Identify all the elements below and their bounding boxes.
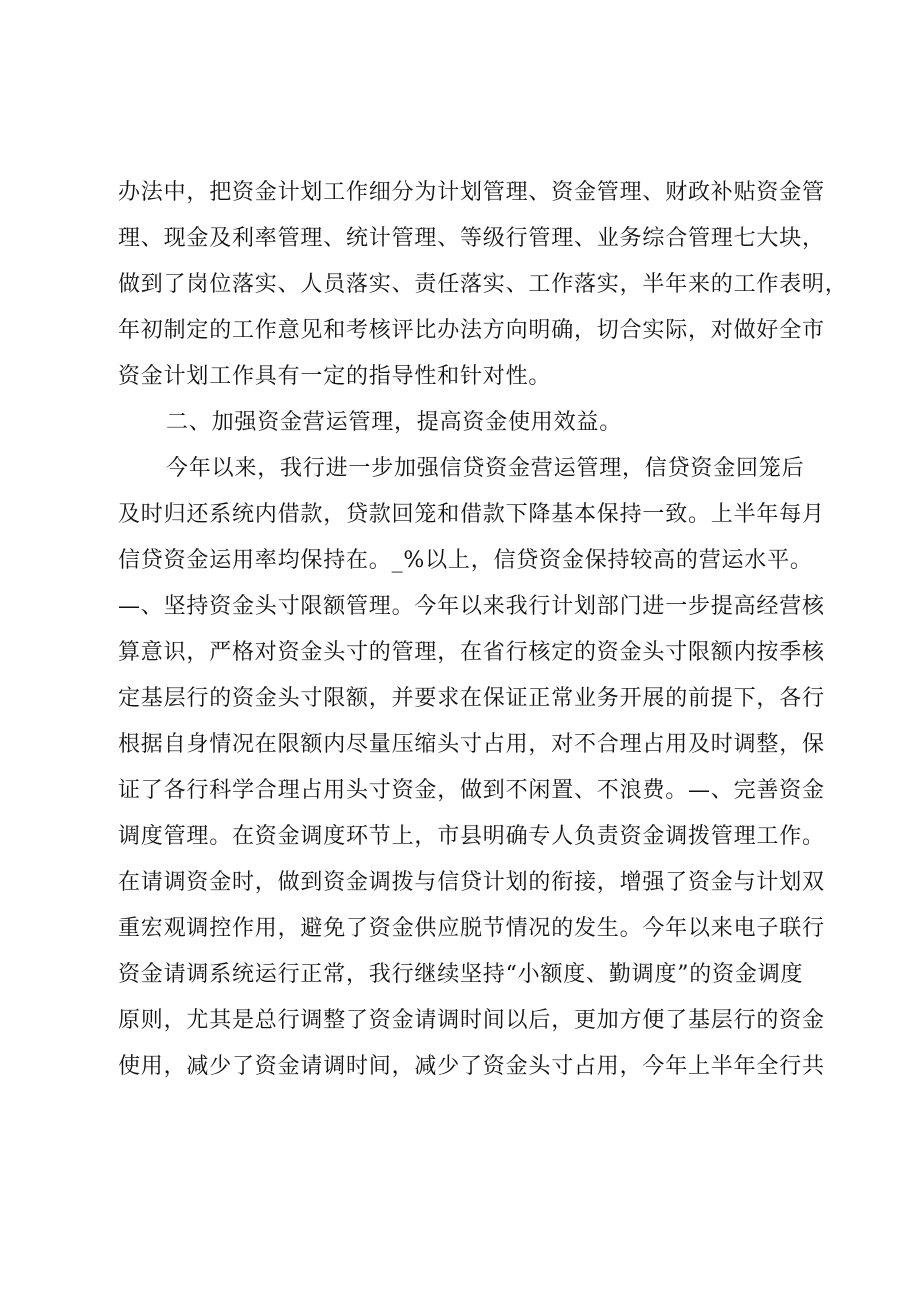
text-line: 根据自身情况在限额内尽量压缩头寸占用，对不合理占用及时调整，保: [118, 732, 825, 757]
text-line: 调度管理。在资金调度环节上，市县明确专人负责资金调拨管理工作。: [118, 824, 825, 849]
document-body: [118, 170, 848, 1090]
text-line: 做到了岗位落实、人员落实、责任落实、工作落实，半年来的工作表明，: [118, 272, 848, 297]
text-line: 证了各行科学合理占用头寸资金，做到不闲置、不浪费。—、完善资金: [118, 778, 825, 803]
text-line: 年初制定的工作意见和考核评比办法方向明确，切合实际，对做好全市: [118, 318, 825, 343]
text-line: —、坚持资金头寸限额管理。今年以来我行计划部门进一步提高经营核: [118, 594, 825, 619]
text-line: 定基层行的资金头寸限额，并要求在保证正常业务开展的前提下，各行: [118, 686, 825, 711]
text-line: 原则，尤其是总行调整了资金请调时间以后，更加方便了基层行的资金: [118, 1008, 825, 1033]
text-line: 算意识，严格对资金头寸的管理，在省行核定的资金头寸限额内按季核: [118, 640, 825, 665]
text-line: 信贷资金运用率均保持在。_%以上，信贷资金保持较高的营运水平。: [118, 548, 813, 573]
text-line: 办法中，把资金计划工作细分为计划管理、资金管理、财政补贴资金管: [118, 180, 825, 205]
paragraph-first-line: 今年以来，我行进一步加强信贷资金营运管理，信贷资金回笼后: [166, 456, 805, 481]
text-line: 资金请调系统运行正常，我行继续坚持“小额度、勤调度”的资金调度: [118, 962, 804, 987]
text-line: 使用，减少了资金请调时间，减少了资金头寸占用，今年上半年全行共: [118, 1054, 825, 1079]
text-line: 及时归还系统内借款，贷款回笼和借款下降基本保持一致。上半年每月: [118, 502, 825, 527]
text-line: 理、现金及利率管理、统计管理、等级行管理、业务综合管理七大块，: [118, 226, 825, 251]
section-heading: 二、加强资金营运管理，提高资金使用效益。: [166, 410, 623, 435]
text-line: 资金计划工作具有一定的指导性和针对性。: [118, 364, 552, 389]
text-line: 在请调资金时，做到资金调拨与信贷计划的衔接，增强了资金与计划双: [118, 870, 825, 895]
text-line: 重宏观调控作用，避免了资金供应脱节情况的发生。今年以来电子联行: [118, 916, 825, 941]
